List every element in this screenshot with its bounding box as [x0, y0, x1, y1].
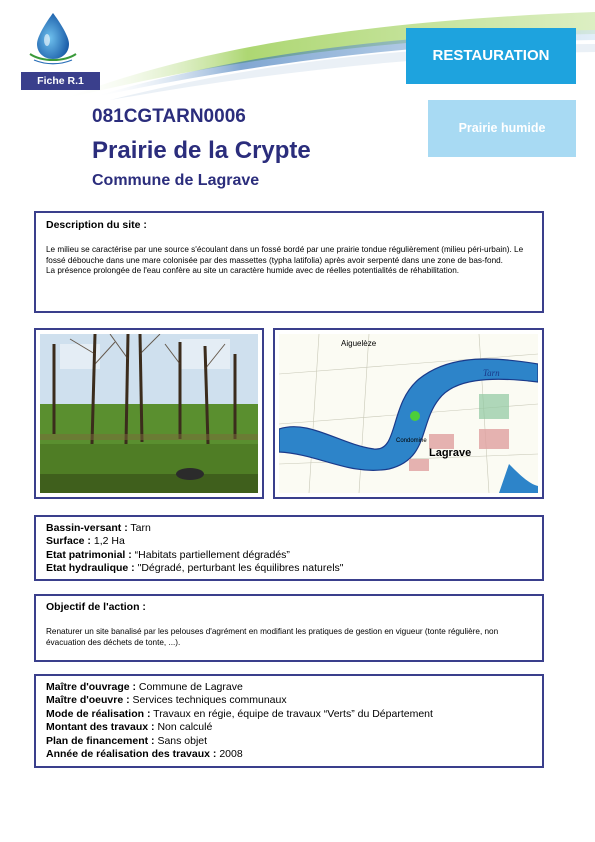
- mode-value: Travaux en régie, équipe de travaux “Verts” du Département: [150, 707, 433, 720]
- plan-value: Sans objet: [154, 734, 208, 747]
- description-paragraph-2: La présence prolongée de l'eau confère au site un caractère humide avec de réelles potentialités de réhabilitation.: [46, 266, 460, 276]
- mode-label: Mode de réalisation :: [46, 707, 151, 720]
- montant-value: Non calculé: [154, 721, 213, 734]
- hydraulique-value: "Dégradé, perturbant les équilibres naturels": [134, 562, 344, 575]
- oeuvre-label: Maître d'oeuvre :: [46, 694, 130, 707]
- surface-row: [46, 535, 532, 548]
- patrimonial-row: [46, 549, 532, 562]
- map-label-tarn: Tarn: [483, 368, 500, 378]
- patrimonial-value: “Habitats partiellement dégradés”: [131, 548, 290, 561]
- oeuvre-value: Services techniques communaux: [129, 694, 287, 707]
- site-code: 081CGTARN0006: [92, 106, 246, 127]
- description-box: [34, 211, 544, 313]
- objectif-text: Renaturer un site banalisé par les pelouses d'agrément en modifiant les pratiques de gestion en vigueur (tonte régulière, non évacuation des déchets de tonte, ...).: [46, 627, 499, 647]
- objectif-heading: Objectif de l'action :: [46, 601, 146, 613]
- page-title: Prairie de la Crypte: [92, 137, 311, 164]
- objectif-box: [34, 594, 544, 662]
- map-label-aiguelese: Aiguelèze: [341, 339, 377, 348]
- ouvrage-label: Maître d'ouvrage :: [46, 681, 137, 693]
- travaux-box: [34, 674, 544, 768]
- site-info-box: [34, 515, 544, 581]
- site-photo-frame: [34, 328, 264, 499]
- oeuvre-row: [46, 694, 532, 707]
- surface-value: 1,2 Ha: [90, 535, 125, 548]
- subcategory-banner: Prairie humide: [428, 100, 576, 157]
- montant-label: Montant des travaux :: [46, 721, 155, 734]
- description-paragraph-1: Le milieu se caractérise par une source s'écoulant dans un fossé bordé par une prairie tondue régulièrement (milieu péri-urbain). Le fossé débouche dans une mare colonisée par des massettes (typha latifolia) après avoir serpenté dans une zone de bas-fond.: [46, 245, 524, 265]
- bassin-row: [46, 522, 532, 535]
- bassin-label: Bassin-versant :: [46, 522, 128, 534]
- map-label-condomine: Condomine: [396, 438, 427, 444]
- hydraulique-row: [46, 562, 532, 575]
- patrimonial-label: Etat patrimonial :: [46, 548, 132, 561]
- category-banner: RESTAURATION: [406, 28, 576, 84]
- plan-row: [46, 735, 532, 748]
- site-map-frame: [273, 328, 544, 499]
- surface-label: Surface :: [46, 535, 91, 548]
- annee-value: 2008: [216, 748, 243, 761]
- ouvrage-value: Commune de Lagrave: [136, 681, 243, 693]
- hydraulique-label: Etat hydraulique :: [46, 562, 135, 575]
- commune-subtitle: Commune de Lagrave: [92, 172, 260, 189]
- site-map: [279, 334, 538, 493]
- water-drop-logo: [24, 10, 82, 68]
- site-photo: [40, 334, 258, 493]
- fiche-label: Fiche R.1: [21, 72, 100, 90]
- description-heading: Description du site :: [46, 219, 147, 231]
- annee-label: Année de réalisation des travaux :: [46, 748, 217, 761]
- ouvrage-row: [46, 681, 532, 694]
- bassin-value: Tarn: [127, 522, 151, 534]
- montant-row: [46, 721, 532, 734]
- map-label-lagrave: Lagrave: [429, 447, 472, 459]
- annee-row: [46, 748, 532, 761]
- mode-row: [46, 708, 532, 721]
- plan-label: Plan de financement :: [46, 734, 155, 747]
